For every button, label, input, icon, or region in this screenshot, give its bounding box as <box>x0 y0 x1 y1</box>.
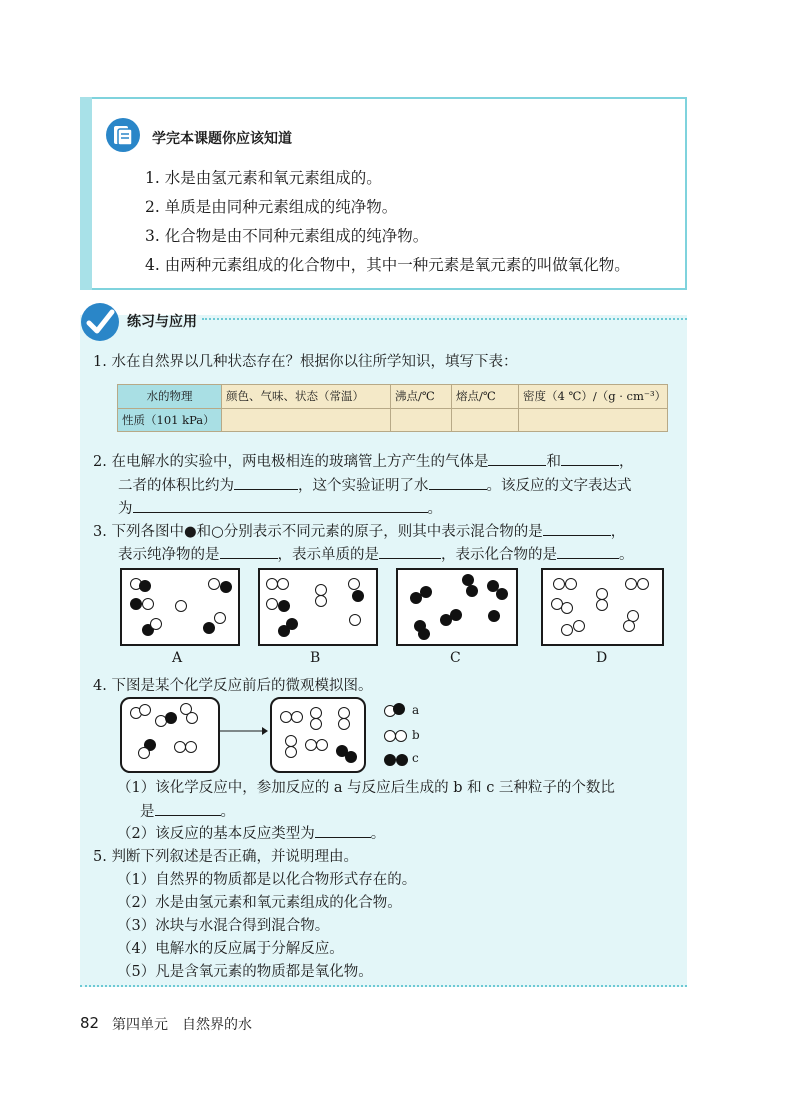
table-header: 密度（4 ℃）/（g · cm⁻³） <box>519 385 668 409</box>
table-header: 沸点/℃ <box>391 385 452 409</box>
divider <box>80 985 687 987</box>
legend-atom <box>393 703 405 715</box>
question-text: 和 <box>546 454 561 470</box>
legend-label: b <box>412 728 420 742</box>
answer-blank[interactable] <box>315 823 371 838</box>
question-text: 。 <box>370 826 386 842</box>
question-1: 1. 水在自然界以几种状态存在？根据你以往所学知识，填写下表： <box>93 354 518 370</box>
box-label: B <box>310 650 321 666</box>
legend-label: a <box>412 703 420 717</box>
question-text: 二者的体积比约为 <box>118 478 234 494</box>
molecule-box-a <box>120 568 240 646</box>
table-header: 熔点/℃ <box>452 385 519 409</box>
question-5-item: （4）电解水的反应属于分解反应。 <box>117 941 344 957</box>
table-cell[interactable] <box>391 408 452 432</box>
question-text: 。 <box>220 804 235 820</box>
question-text: ， <box>610 524 626 540</box>
box-label: A <box>172 650 183 666</box>
summary-item: 2. 单质是由同种元素组成的纯净物。 <box>145 198 398 216</box>
question-5-item: （3）冰块与水混合得到混合物。 <box>117 918 330 934</box>
answer-blank[interactable] <box>561 451 619 466</box>
running-footer: 第四单元 自然界的水 <box>112 1017 252 1033</box>
box-label: C <box>450 650 461 666</box>
properties-table <box>117 384 668 432</box>
question-text: （2）该反应的基本反应类型为 <box>117 826 315 842</box>
question-3 <box>93 520 625 541</box>
table-label: 性质（101 kPa） <box>118 408 222 432</box>
question-text: 。 <box>427 501 442 517</box>
question-3-line <box>118 543 634 564</box>
question-4-1-line <box>140 800 235 821</box>
question-text: 表示纯净物的是 <box>118 547 220 563</box>
reaction-before-box <box>120 697 220 773</box>
practice-title: 练习与应用 <box>127 314 197 330</box>
question-4-2 <box>117 822 385 843</box>
divider <box>202 318 687 320</box>
question-4-1: （1）该化学反应中，参加反应的 a 与反应后生成的 b 和 c 三种粒子的个数比 <box>117 780 615 796</box>
reaction-after-box <box>270 697 366 773</box>
arrow-right-icon <box>218 726 268 736</box>
page-number: 82 <box>80 1014 100 1032</box>
book-icon <box>105 117 141 153</box>
table-header: 颜色、气味、状态（常温） <box>222 385 391 409</box>
checkmark-icon <box>80 302 120 342</box>
summary-item: 1. 水是由氢元素和氧元素组成的。 <box>145 169 382 187</box>
table-cell[interactable] <box>222 408 391 432</box>
question-5-item: （1）自然界的物质都是以化合物形式存在的。 <box>117 872 417 888</box>
answer-blank[interactable] <box>155 801 221 816</box>
question-text: 。该反应的文字表达式 <box>486 478 632 494</box>
question-5-item: （2）水是由氢元素和氧元素组成的化合物。 <box>117 895 402 911</box>
table-cell[interactable] <box>519 408 668 432</box>
summary-side-bar <box>80 97 92 290</box>
table-cell[interactable] <box>452 408 519 432</box>
question-text: 3. 下列各图中●和○分别表示不同元素的原子，则其中表示混合物的是 <box>93 524 543 540</box>
question-4: 4. 下图是某个化学反应前后的微观模拟图。 <box>93 678 373 694</box>
question-5-item: （5）凡是含氧元素的物质都是氧化物。 <box>117 964 373 980</box>
summary-item: 4. 由两种元素组成的化合物中，其中一种元素是氧元素的叫做氧化物。 <box>145 256 630 274</box>
answer-blank[interactable] <box>234 475 298 490</box>
summary-title: 学完本课题你应该知道 <box>152 131 292 147</box>
question-text: 。 <box>619 547 634 563</box>
legend-atom <box>396 754 408 766</box>
answer-blank[interactable] <box>429 475 487 490</box>
question-text: 是 <box>140 804 155 820</box>
question-text: 为 <box>118 501 133 517</box>
question-2-line <box>118 497 442 518</box>
answer-blank[interactable] <box>557 544 619 559</box>
molecule-box-d <box>541 568 664 646</box>
molecule-box-b <box>258 568 378 646</box>
answer-blank[interactable] <box>543 521 611 536</box>
answer-blank[interactable] <box>379 544 441 559</box>
question-text: ，表示单质的是 <box>277 547 379 563</box>
question-text: ，这个实验证明了水 <box>298 478 429 494</box>
question-2 <box>93 450 633 471</box>
question-text: ，表示化合物的是 <box>441 547 557 563</box>
answer-blank[interactable] <box>220 544 278 559</box>
table-label: 水的物理 <box>118 385 222 409</box>
summary-item: 3. 化合物是由不同种元素组成的纯净物。 <box>145 227 429 245</box>
question-text: 2. 在电解水的实验中，两电极相连的玻璃管上方产生的气体是 <box>93 454 489 470</box>
legend-label: c <box>412 751 419 765</box>
question-5: 5. 判断下列叙述是否正确，并说明理由。 <box>93 849 358 865</box>
question-text: ， <box>618 454 634 470</box>
answer-blank[interactable] <box>488 451 546 466</box>
legend-atom <box>395 730 407 742</box>
answer-blank[interactable] <box>133 498 428 513</box>
question-2-line <box>118 474 632 495</box>
molecule-box-c <box>396 568 518 646</box>
box-label: D <box>596 650 608 666</box>
